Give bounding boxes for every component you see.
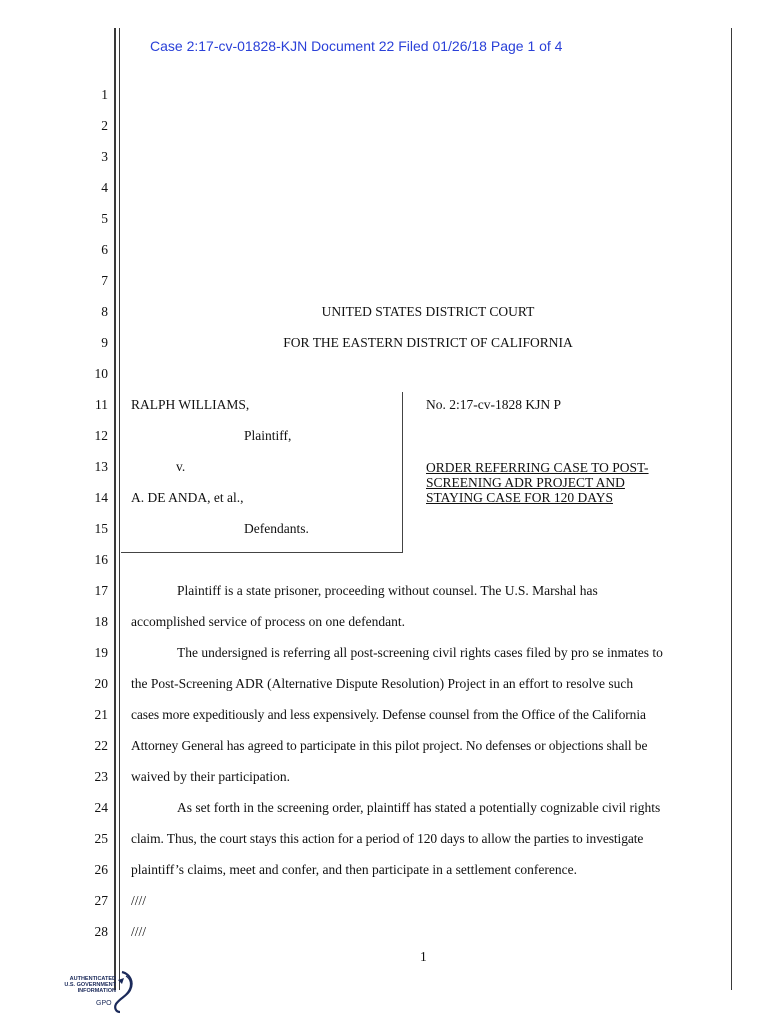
order-title-line: SCREENING ADR PROJECT AND — [426, 475, 625, 490]
body-line: //// — [131, 924, 147, 939]
body-line: The undersigned is referring all post-screening civil rights cases filed by pro se inmates to — [177, 645, 663, 660]
line-number: 4 — [101, 180, 108, 195]
line-number: 6 — [101, 242, 108, 257]
body-line: //// — [131, 893, 147, 908]
line-number: 2 — [101, 118, 108, 133]
caption-vertical-rule — [402, 392, 403, 553]
left-margin-rule-inner — [119, 28, 120, 990]
line-number: 16 — [94, 552, 108, 567]
defendant-name: A. DE ANDA, et al., — [131, 490, 244, 505]
line-number: 24 — [94, 800, 108, 815]
order-title-line: STAYING CASE FOR 120 DAYS — [426, 490, 613, 505]
seal-line: AUTHENTICATED — [69, 976, 116, 982]
line-number: 9 — [101, 335, 108, 350]
body-line: accomplished service of process on one defendant. — [131, 614, 406, 629]
order-title-line: ORDER REFERRING CASE TO POST- — [426, 460, 649, 475]
gpo-authentication-seal — [40, 968, 140, 1014]
seal-line: U.S. GOVERNMENT — [64, 982, 116, 988]
right-margin-rule — [731, 28, 732, 990]
line-number: 12 — [94, 428, 108, 443]
line-number: 20 — [94, 676, 108, 691]
line-number: 23 — [94, 769, 108, 784]
caption-bottom-rule — [121, 552, 403, 553]
line-number: 28 — [94, 924, 108, 939]
line-number: 22 — [94, 738, 108, 753]
seal-gpo-label: GPO — [96, 1000, 112, 1007]
line-number: 15 — [94, 521, 108, 536]
plaintiff-name: RALPH WILLIAMS, — [131, 397, 250, 412]
body-line: waived by their participation. — [131, 769, 290, 784]
line-number: 1 — [101, 87, 108, 102]
line-number: 13 — [94, 459, 108, 474]
line-number: 14 — [94, 490, 108, 505]
line-number: 27 — [94, 893, 108, 908]
order-title — [426, 460, 686, 505]
body-line: the Post-Screening ADR (Alternative Dispute Resolution) Project in an effort to resolve such — [131, 676, 634, 691]
court-name: UNITED STATES DISTRICT COURT — [321, 304, 535, 319]
body-line: plaintiff’s claims, meet and confer, and then participate in a settlement conference. — [131, 862, 578, 877]
line-number: 21 — [94, 707, 108, 722]
line-number: 7 — [101, 273, 108, 288]
body-line: As set forth in the screening order, plaintiff has stated a potentially cognizable civil rights — [177, 800, 661, 815]
line-number: 3 — [101, 149, 108, 164]
line-number: 17 — [94, 583, 108, 598]
plaintiff-role: Plaintiff, — [244, 428, 292, 443]
line-number: 5 — [101, 211, 108, 226]
case-header: Case 2:17-cv-01828-KJN Document 22 Filed 01/26/18 Page 1 of 4 — [150, 38, 563, 54]
body-line: Plaintiff is a state prisoner, proceeding without counsel. The U.S. Marshal has — [177, 583, 598, 598]
versus: v. — [176, 459, 186, 474]
line-number: 11 — [95, 397, 108, 412]
court-district: FOR THE EASTERN DISTRICT OF CALIFORNIA — [283, 335, 573, 350]
defendant-role: Defendants. — [244, 521, 309, 536]
page-number: 1 — [420, 949, 427, 964]
eagle-icon — [100, 968, 140, 1014]
line-number: 18 — [94, 614, 108, 629]
body-line: cases more expeditiously and less expensively. Defense counsel from the Office of the California — [131, 707, 646, 722]
line-number: 26 — [94, 862, 108, 877]
line-number: 8 — [101, 304, 108, 319]
line-number: 10 — [94, 366, 108, 381]
case-number: No. 2:17-cv-1828 KJN P — [426, 397, 561, 412]
line-number: 25 — [94, 831, 108, 846]
left-margin-rule-outer — [114, 28, 116, 990]
body-line: claim. Thus, the court stays this action for a period of 120 days to allow the parties to investigate — [131, 831, 644, 846]
seal-line: INFORMATION — [77, 988, 116, 994]
body-line: Attorney General has agreed to participate in this pilot project. No defenses or objections shall be — [131, 738, 648, 753]
line-number: 19 — [94, 645, 108, 660]
